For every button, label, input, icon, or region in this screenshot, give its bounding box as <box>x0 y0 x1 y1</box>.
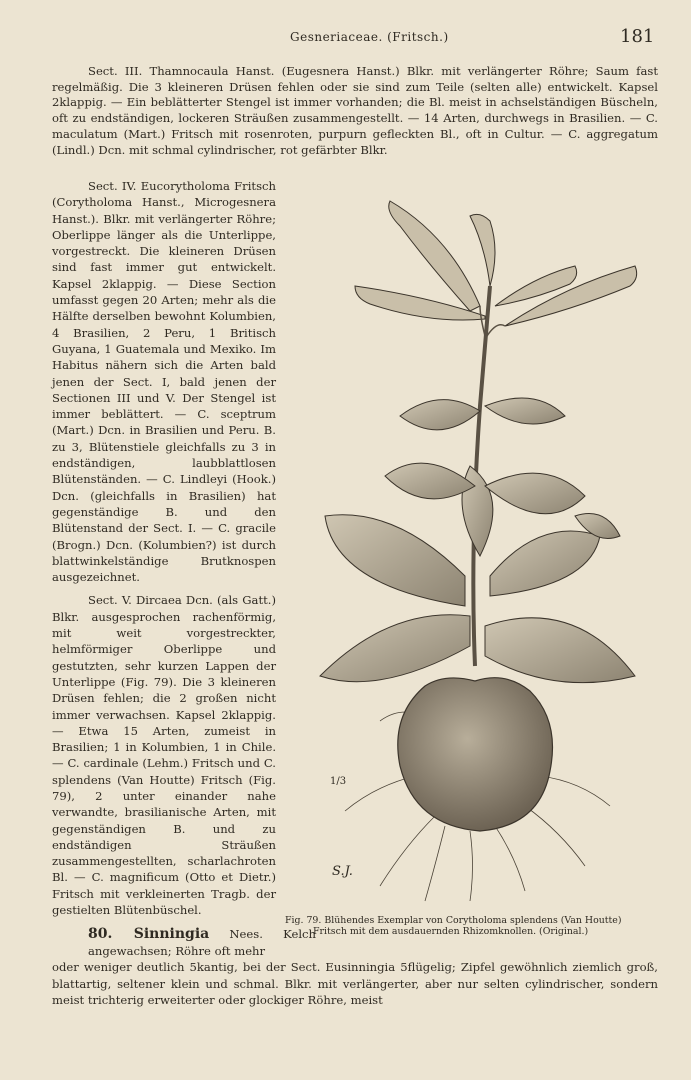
genus-heading-rest: Nees. Kelch angewachsen; Röhre oft mehr <box>88 927 316 958</box>
running-head <box>0 26 691 50</box>
caption-line-2: Fritsch mit dem ausdauernden Rhizomknollen. (Original.) <box>313 926 589 937</box>
section-iv-paragraph: Sect. IV. Eucorytholoma Fritsch (Corytholoma Hanst., Microgesnera Hanst.). Blkr. mit verlängerter Röhre; Oberlippe länger als die Unterlippe, vorgestreckt. Die kleineren Drüsen sind fast immer gut entwickelt. Kapsel 2klappig. — Diese Section umfasst gegen 20 Arten; mehr als die Hälfte derselben bewohnt Kolumbien, 4 Brasilien, 2 Peru, 1 Britisch Guyana, 1 Guatemala und Mexiko. Im Habitus nähern sich die Arten bald jenen der Sect. I, bald jenen der Sectionen III und V. Der Stengel ist immer beblättert. — C. sceptrum (Mart.) Dcn. in Brasilien und Peru. B. zu 3, Blütenstiele gleichfalls zu 3 in endständigen, laubblattlosen Blütenständen. — C. Lindleyi (Hook.) Dcn. (gleichfalls in Brasilien) hat gegenständige B. und den Blütenstand der Sect. I. — C. gracile (Brogn.) Dcn. (Kolumbien?) ist durch blattwinkelständige Brutknospen ausgezeichnet. <box>52 179 276 585</box>
left-column <box>52 178 276 925</box>
figure-79-illustration <box>285 196 661 904</box>
genus-sinningia <box>52 926 658 1009</box>
running-title: Gesneriaceae. (Fritsch.) <box>290 30 449 44</box>
genus-headline <box>88 926 316 959</box>
plant-drawing <box>285 196 661 904</box>
page-number: 181 <box>620 26 655 47</box>
figure-scale-label: 1/3 <box>330 776 347 787</box>
caption-line-1: Fig. 79. Blühendes Exemplar von Corytholoma splendens (Van Houtte) <box>285 915 622 926</box>
section-iii-paragraph: Sect. III. Thamnocaula Hanst. (Eugesnera Hanst.) Blkr. mit verlängerter Röhre; Saum fast regelmäßig. Die 3 kleineren Drüsen fehlen oder sie sind zum Teile (selten alle) entwickelt. Kapsel 2klappig. — Ein beblätterter Stengel ist immer vorhanden; die Bl. meist in achselständigen Büscheln, oft zu endständigen, lockeren Sträußen zusammengestellt. — 14 Arten, durchwegs in Brasilien. — C. maculatum (Mart.) Fritsch mit rosenroten, purpurn gefleckten Bl., oft in Cultur. — C. aggregatum (Lindl.) Dcn. mit schmal cylindrischer, rot gefärbter Blkr. <box>52 64 658 157</box>
rhizome-tuber <box>398 678 553 831</box>
genus-description: oder weniger deutlich 5kantig, bei der Sect. Eusinningia 5flügelig; Zipfel gewöhnlich ziemlich groß, blattartig, seltener klein und schmal. Blkr. mit verlängerter, aber nur selten cylindrischer, sondern meist trichterig erweiterter oder glockiger Röhre, meist <box>52 960 658 1007</box>
artist-signature: S.J. <box>332 864 353 879</box>
tubular-flowers <box>355 201 637 326</box>
genus-heading: 80. Sinningia <box>88 926 210 942</box>
section-v-paragraph: Sect. V. Dircaea Dcn. (als Gatt.) Blkr. ausgesprochen rachenförmig, mit weit vorgestreckter, helmförmiger Oberlippe und gestutzten, sehr kurzen Lappen der Unterlippe (Fig. 79). Die 3 kleineren Drüsen fehlen; die 2 großen nicht immer verwachsen. Kapsel 2klappig. — Etwa 15 Arten, zumeist in Brasilien; 1 in Kolumbien, 1 in Chile. — C. cardinale (Lehm.) Fritsch und C. splendens (Van Houtte) Fritsch (Fig. 79), 2 unter einander nahe verwandte, brasilianische Arten, mit gegenständigen B. und zu endständigen Sträußen zusammengestellten, scharlachroten Bl. — C. magnificum (Otto et Dietr.) Fritsch mit verkleinerten Tragb. der gestielten Blütenbüschel. <box>52 593 276 918</box>
